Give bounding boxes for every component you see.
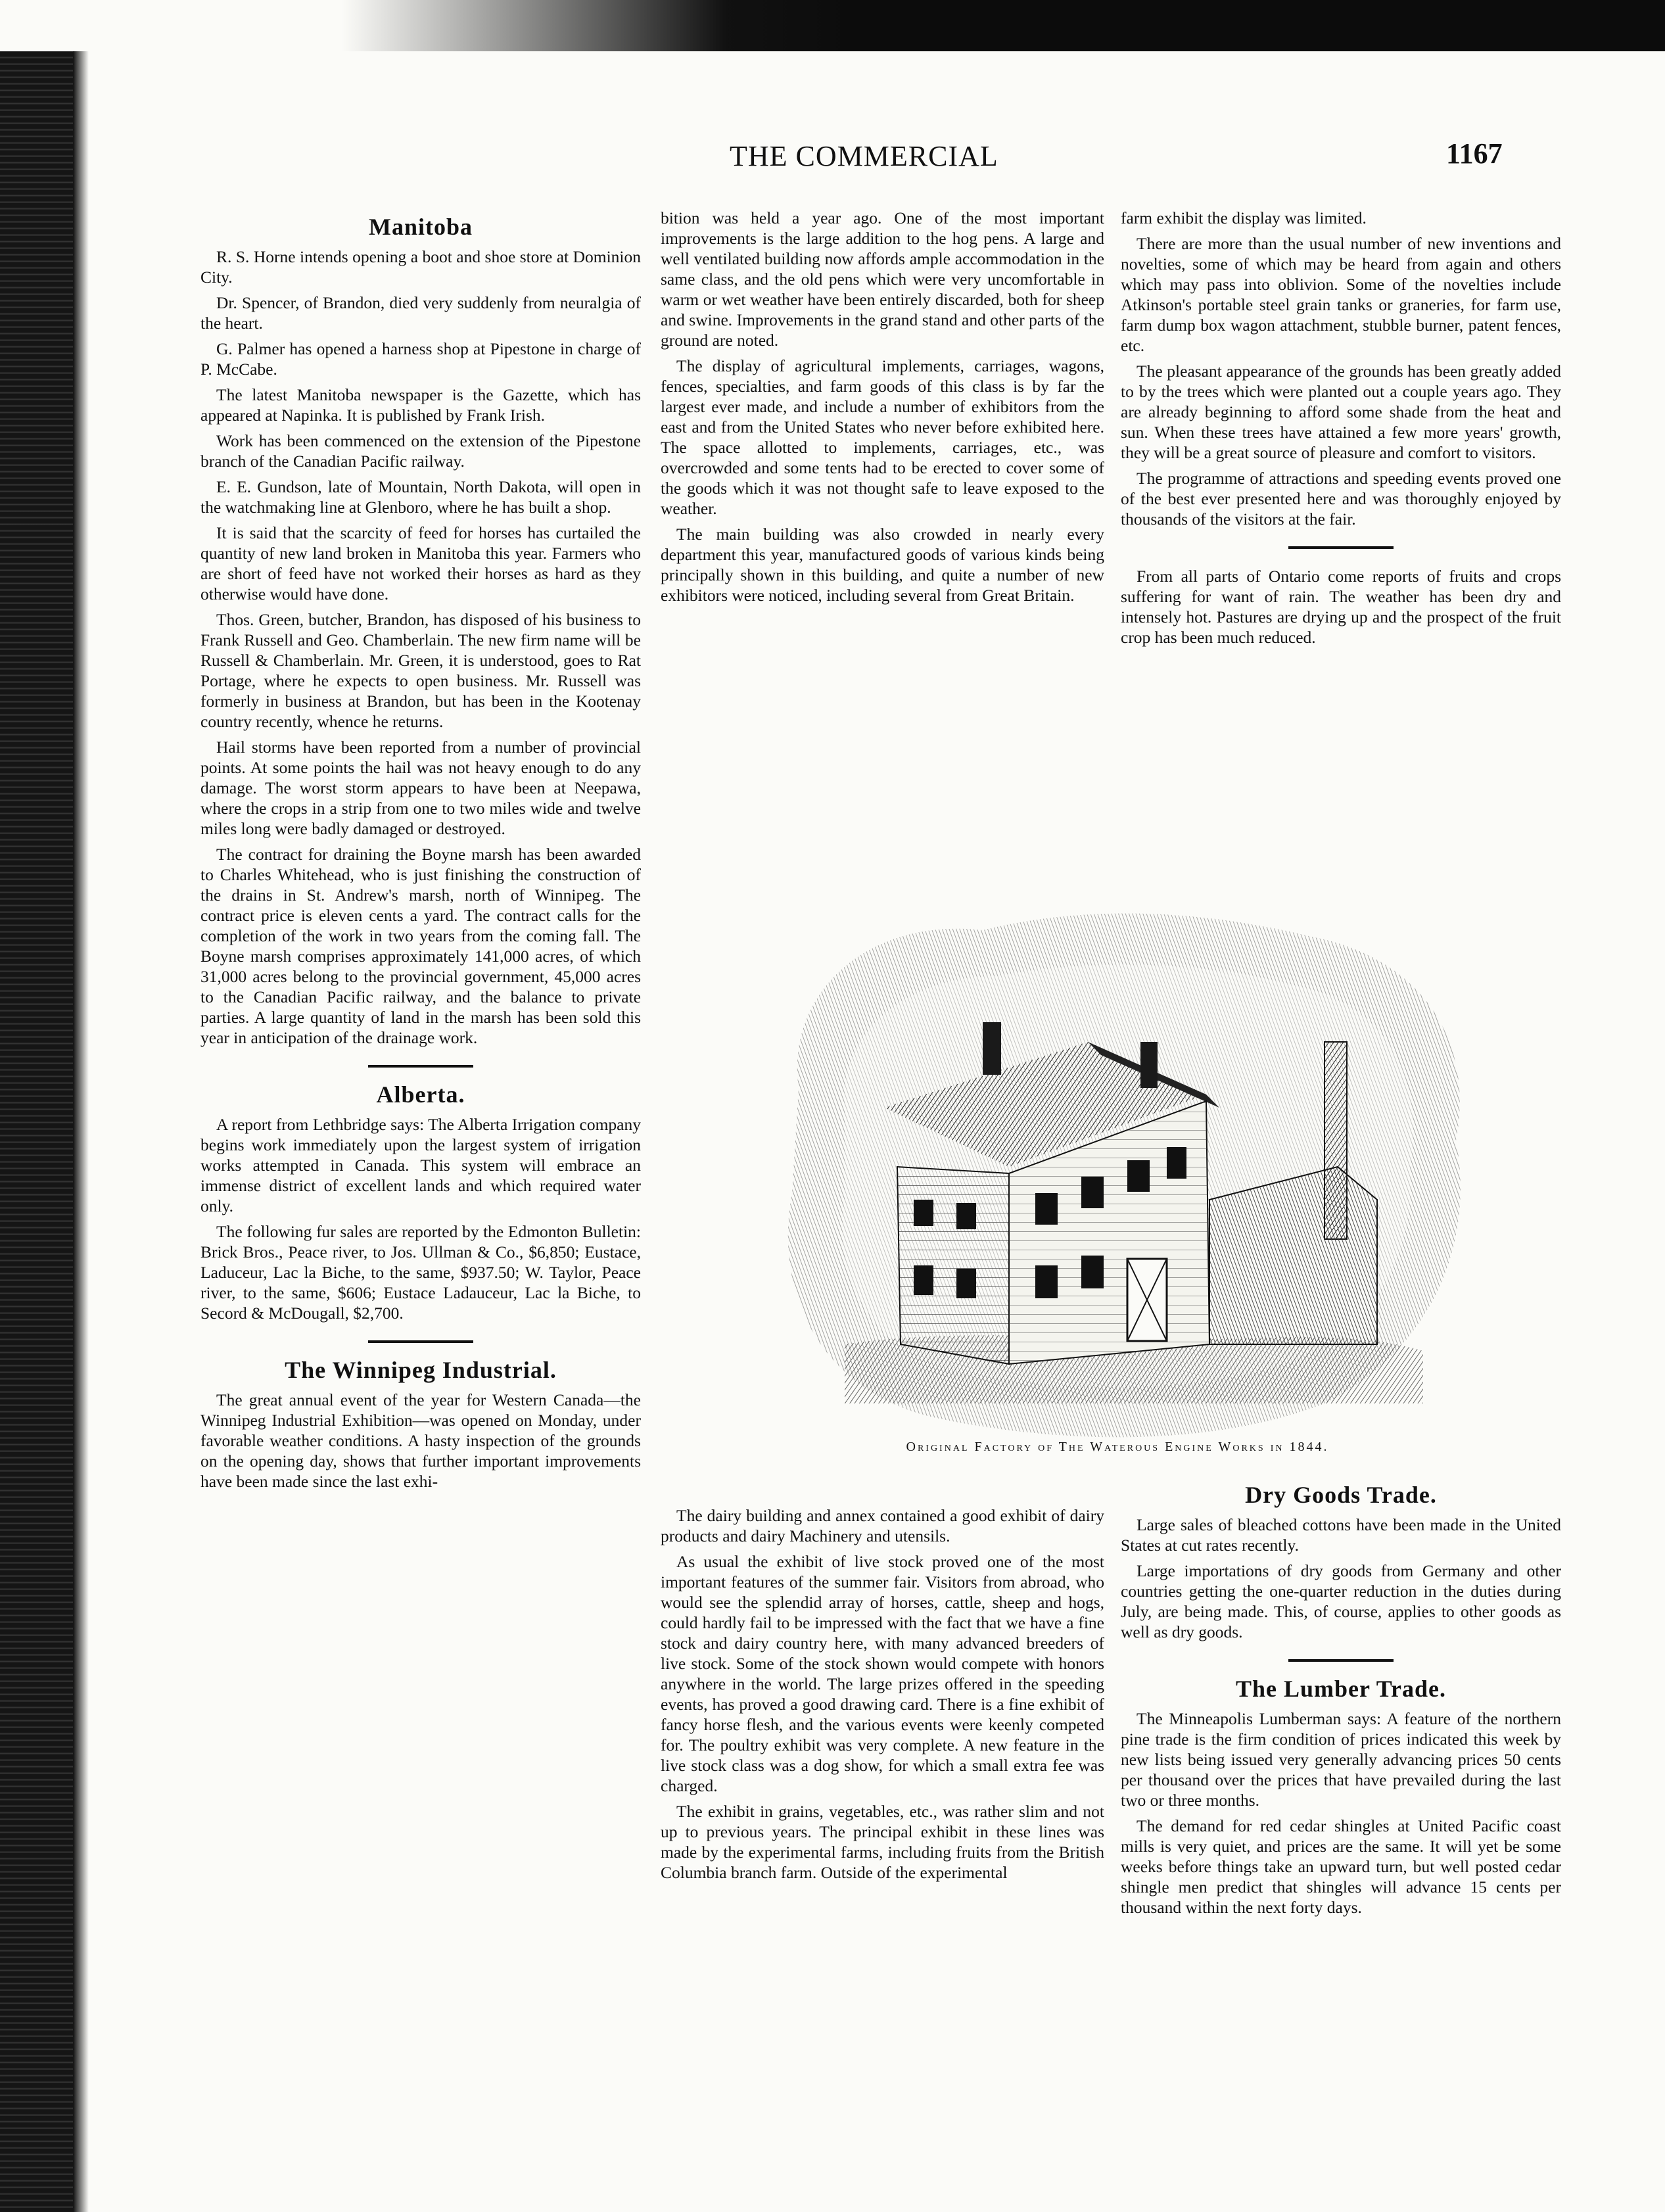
column-2-top: [661, 208, 1104, 611]
section-divider: [1288, 1659, 1394, 1662]
paragraph: E. E. Gundson, late of Mountain, North Dakota, will open in the watchmaking line at Glenboro, where he has built a shop.: [200, 477, 641, 517]
section-heading-lumber-trade: The Lumber Trade.: [1235, 1676, 1447, 1702]
section-divider: [1288, 546, 1394, 549]
section-heading-manitoba: Manitoba: [368, 214, 473, 240]
paragraph: The pleasant appearance of the grounds has been greatly added to by the trees which were planted out a couple years ago. They are already beginning to afford some shade from the heat and sun. When these trees have attained a few more years' growth, they will be a great source of pleasure and comfort to visitors.: [1121, 362, 1561, 462]
paragraph: The contract for draining the Boyne marsh has been awarded to Charles Whitehead, who is just finishing the construction of the drains in St. Andrew's marsh, north of Winnipeg. The contract price is eleven cents a yard. The contract calls for the completion of the work in two years from the coming fall. The Boyne marsh comprises approximately 141,000 acres, of which 31,000 acres belong to the provincial government, 45,000 acres to the Canadian Pacific railway, and the balance to private parties. A large quantity of land in the marsh has been sold this year in anticipation of the drainage work.: [200, 845, 641, 1047]
paragraph: Hail storms have been reported from a number of provincial points. At some points the hail was not heavy enough to do any damage. The worst storm appears to have been at Neepawa, where the crops in a strip from one to two miles wide and twelve miles long were badly damaged or destroyed.: [200, 738, 641, 838]
paragraph: farm exhibit the display was limited.: [1121, 208, 1367, 227]
column-3-bottom: [1121, 1476, 1561, 1923]
section-heading-alberta: Alberta.: [376, 1081, 465, 1108]
paragraph: The main building was also crowded in nearly every department this year, manufactured goods of various kinds being principally shown in this building, and quite a number of new exhibitors were noticed, including several from Great Britain.: [661, 525, 1104, 605]
column-1: [200, 208, 641, 1497]
column-3-top: [1121, 208, 1561, 653]
paragraph: The exhibit in grains, vegetables, etc., was rather slim and not up to previous years. The principal exhibit in these lines was made by the experimental farms, including fruits from the British Columbia branch farm. Outside of the experimental: [661, 1802, 1104, 1882]
section-divider: [368, 1065, 473, 1068]
section-heading-dry-goods: Dry Goods Trade.: [1245, 1482, 1437, 1508]
paragraph: It is said that the scarcity of feed for horses has curtailed the quantity of new land broken in Manitoba this year. Farmers who are short of feed have not worked their horses as hard as they otherwise would have done.: [200, 523, 641, 603]
paragraph: The great annual event of the year for Western Canada—the Winnipeg Industrial Exhibition—was opened on Monday, under favorable weather conditions. A hasty inspection of the grounds on the opening day, shows that further important improvements have been made since the last exhi-: [200, 1390, 641, 1491]
paragraph: R. S. Horne intends opening a boot and shoe store at Dominion City.: [200, 247, 641, 287]
paragraph: The programme of attractions and speeding events proved one of the best ever presented here and was thoroughly enjoyed by thousands of the visitors at the fair.: [1121, 469, 1561, 529]
factory-illustration: [746, 891, 1482, 1456]
paragraph: There are more than the usual number of new inventions and novelties, some of which may be heard from again and others which may pass into oblivion. Some of the novelties include Atkinson's portable steel grain tanks or graneries, for farm use, farm dump box wagon attachment, stubble burner, patent fences, etc.: [1121, 234, 1561, 355]
scan-top-edge: [0, 0, 1665, 51]
paragraph: Large importations of dry goods from Germany and other countries getting the one-quarter reduction in the duties during July, are being made. This, of course, applies to other goods as well as dry goods.: [1121, 1561, 1561, 1641]
paragraph: The display of agricultural implements, carriages, wagons, fences, specialties, and farm goods of this class is by far the largest ever made, and include a number of exhibitors from the east and from the United States who never before exhibited here. The space allotted to implements, carriages, etc., was overcrowded and some tents had to be erected to cover some of the goods which it was not thought safe to leave exposed to the weather.: [661, 356, 1104, 518]
page-number: 1167: [1446, 137, 1503, 170]
section-divider: [368, 1340, 473, 1343]
running-title: THE COMMERCIAL: [730, 140, 998, 172]
paragraph: The latest Manitoba newspaper is the Gazette, which has appeared at Napinka. It is published by Frank Irish.: [200, 385, 641, 425]
paragraph: Large sales of bleached cottons have been made in the United States at cut rates recently.: [1121, 1515, 1561, 1555]
paragraph: G. Palmer has opened a harness shop at Pipestone in charge of P. McCabe.: [200, 339, 641, 379]
scan-binding-edge: [0, 51, 89, 2212]
paragraph: The following fur sales are reported by the Edmonton Bulletin: Brick Bros., Peace river, to Jos. Ullman & Co., $6,850; Eustace, Laduceur, Lac la Biche, to the same, $937.50; W. Taylor, Peace river, to the same, $606; Eustace Ladauceur, Lac la Biche, to Secord & McDougall, $2,700.: [200, 1222, 641, 1323]
paragraph: Thos. Green, butcher, Brandon, has disposed of his business to Frank Russell and Geo. Chamberlain. The new firm name will be Russell & Chamberlain. Mr. Green, it is understood, goes to Rat Portage, where he expects to open business. Mr. Russell was formerly in business at Brandon, but has been in the Kootenay country recently, whence he returns.: [200, 610, 641, 731]
paragraph: bition was held a year ago. One of the most important improvements is the large addition to the hog pens. A large and well ventilated building now affords ample accommodation in the same class, and the old pens which were very uncomfortable in warm or wet weather have been entirely discarded, both for sheep and swine. Improvements in the grand stand and other parts of the ground are noted.: [661, 208, 1104, 350]
paragraph: The dairy building and annex contained a good exhibit of dairy products and dairy Machinery and utensils.: [661, 1506, 1104, 1545]
paragraph: As usual the exhibit of live stock proved one of the most important features of the summer fair. Visitors from abroad, who would see the splendid array of horses, cattle, sheep and hogs, could hardly fail to be impressed with the fact that we have a fine stock and dairy country here, with many advanced breeders of live stock. Some of the stock shown would compete with honors anywhere in the world. The large prizes offered in the speeding events, has proved a good drawing card. There is a fine exhibit of fancy horse flesh, and the various events were keenly competed for. The poultry exhibit was very complete. A new feature in the live stock class was a dog show, for which a small extra fee was charged.: [661, 1552, 1104, 1795]
paragraph: Dr. Spencer, of Brandon, died very suddenly from neuralgia of the heart.: [200, 293, 641, 333]
factory-engraving-image: [746, 891, 1482, 1456]
paragraph-ontario: From all parts of Ontario come reports of fruits and crops suffering for want of rain. The weather has been dry and intensely hot. Pastures are drying up and the prospect of the fruit crop has been much reduced.: [1121, 567, 1561, 647]
illustration-caption: Original Factory of The Waterous Engine Works in 1844.: [906, 1440, 1329, 1454]
paragraph: A report from Lethbridge says: The Alberta Irrigation company begins work immediately upon the largest system of irrigation works attempted in Canada. This system will embrace an immense district of excellent lands and which required water only.: [200, 1115, 641, 1215]
column-2-bottom: [661, 1505, 1104, 1888]
paragraph: The demand for red cedar shingles at United Pacific coast mills is very quiet, and prices are the same. It will yet be some weeks before things take an upward turn, but well posted cedar shingle men predict that shingles will advance 15 cents per thousand within the next forty days.: [1121, 1816, 1561, 1917]
paragraph: The Minneapolis Lumberman says: A feature of the northern pine trade is the firm condition of prices indicated this week by new lists being issued very generally advancing prices 50 cents per thousand over the prices that have prevailed during the last two or three months.: [1121, 1709, 1561, 1810]
section-heading-winnipeg-industrial: The Winnipeg Industrial.: [285, 1357, 557, 1383]
paragraph: Work has been commenced on the extension of the Pipestone branch of the Canadian Pacific railway.: [200, 431, 641, 471]
